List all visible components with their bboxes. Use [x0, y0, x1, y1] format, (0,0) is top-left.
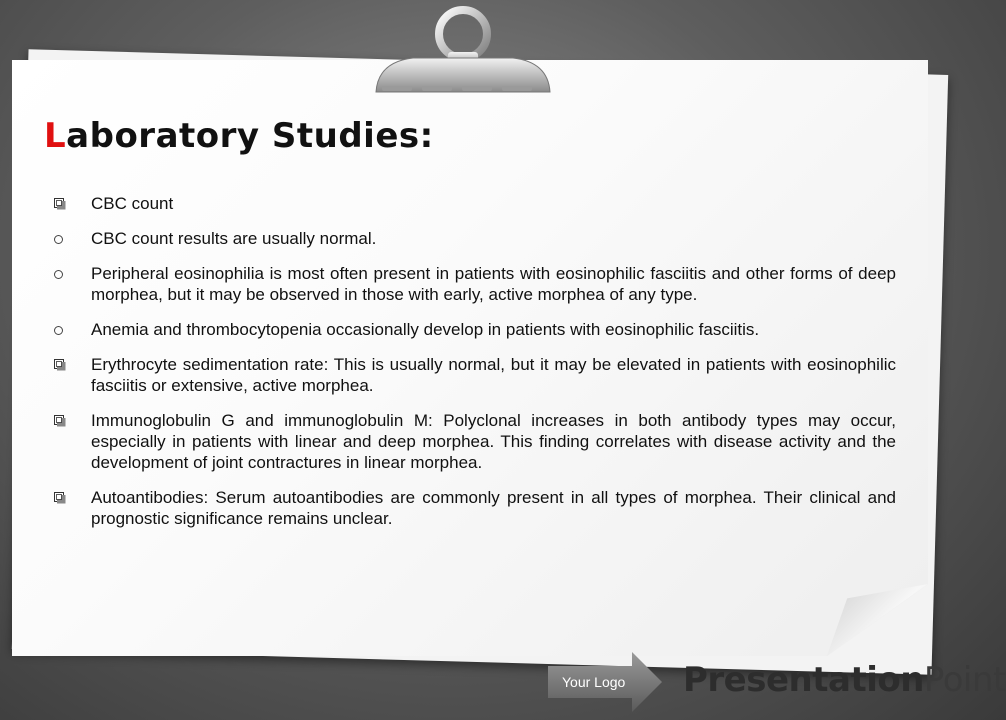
bullet-item: [54, 319, 896, 340]
bullet-text: Peripheral eosinophilia is most often present in patients with eosinophilic fasciitis and other forms of deep morphea, but it may be observed in those with early, active morphea of any type.: [91, 264, 896, 304]
bullet-list: [54, 193, 896, 543]
bullet-text: CBC count results are usually normal.: [91, 229, 377, 248]
square-bullet-icon: [54, 415, 66, 427]
logo-text: Your Logo: [562, 674, 626, 690]
bullet-text: CBC count: [91, 194, 174, 213]
paper-clip-icon: [368, 4, 558, 104]
bullet-text: Erythrocyte sedimentation rate: This is usually normal, but it may be elevated in patients with eosinophilic fasciitis or extensive, active morphea.: [91, 355, 896, 395]
brand-part-1: Presentation: [683, 660, 924, 700]
ring-bullet-icon: [54, 235, 63, 244]
square-bullet-icon: [54, 359, 66, 371]
bullet-item: [54, 263, 896, 305]
ring-bullet-icon: [54, 326, 63, 335]
slide-title: [44, 116, 434, 156]
square-bullet-icon: [54, 198, 66, 210]
bullet-item: [54, 410, 896, 473]
title-rest: aboratory Studies:: [66, 116, 434, 156]
bullet-text: Anemia and thrombocytopenia occasionally develop in patients with eosinophilic fasciitis.: [91, 320, 760, 339]
square-bullet-icon: [54, 492, 66, 504]
title-first-letter: L: [44, 116, 67, 156]
bullet-item: [54, 193, 896, 214]
ring-bullet-icon: [54, 270, 63, 279]
bullet-item: [54, 487, 896, 529]
bullet-text: Immunoglobulin G and immunoglobulin M: Polyclonal increases in both antibody types may occur, especially in patients with linear and deep morphea. This finding correlates with disease activity and the development of joint contractures in linear morphea.: [91, 411, 896, 472]
bullet-item: [54, 228, 896, 249]
brand-part-2: Point: [923, 660, 1006, 700]
brand-wordmark: [683, 660, 1006, 700]
bullet-text: Autoantibodies: Serum autoantibodies are commonly present in all types of morphea. Their clinical and prognostic significance remains unclear.: [91, 488, 896, 528]
bullet-item: [54, 354, 896, 396]
